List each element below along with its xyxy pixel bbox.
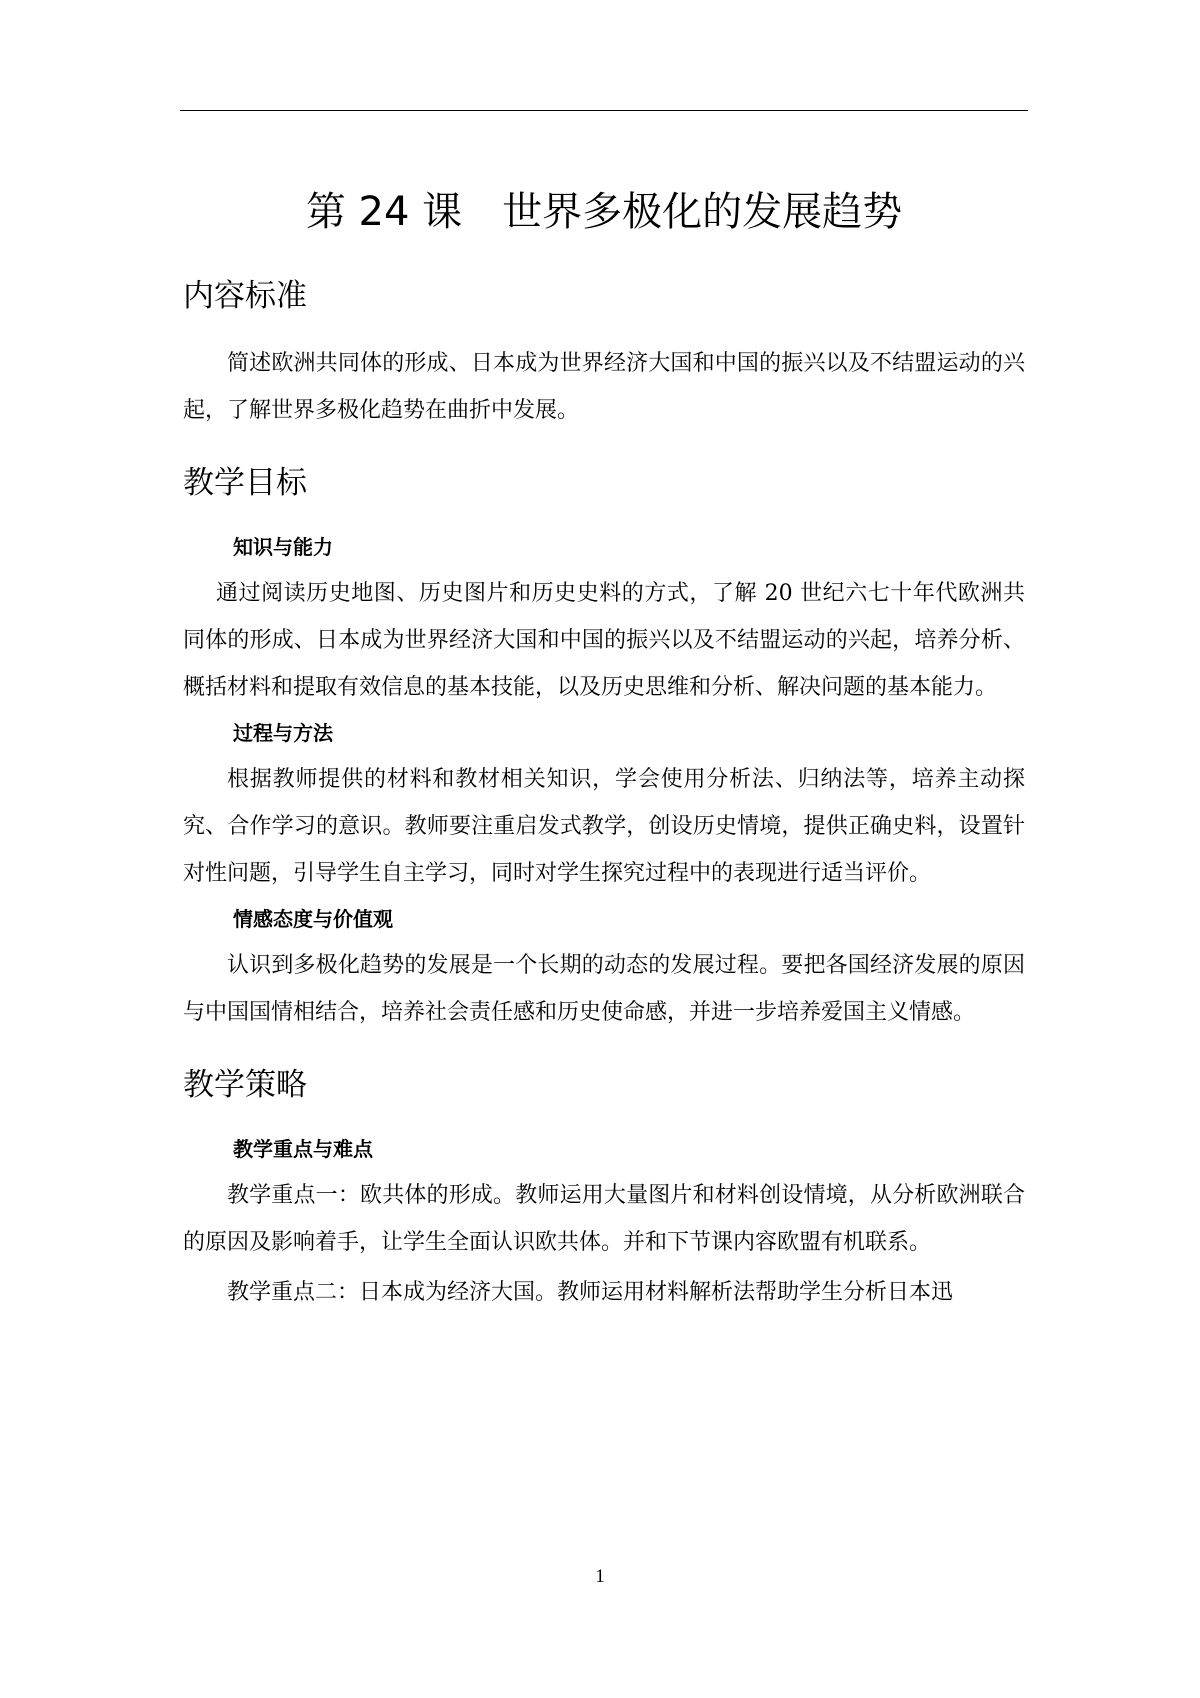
paragraph: 简述欧洲共同体的形成、日本成为世界经济大国和中国的振兴以及不结盟运动的兴起，了解世界多极化趋势在曲折中发展。: [183, 351, 1025, 423]
subheading-emotion-values: 情感态度与价值观: [233, 907, 393, 931]
paragraph: 教学重点一：欧共体的形成。教师运用大量图片和材料创设情境，从分析欧洲联合的原因及影响着手，让学生全面认识欧共体。并和下节课内容欧盟有机联系。: [183, 1183, 1025, 1255]
document-title: 第 24 课 世界多极化的发展趋势: [305, 189, 903, 235]
subheading-process-method: 过程与方法: [233, 721, 333, 745]
section-heading-teaching-goals: 教学目标: [183, 465, 307, 501]
paragraph: 认识到多极化趋势的发展是一个长期的动态的发展过程。要把各国经济发展的原因与中国国情相结合，培养社会责任感和历史使命感，并进一步培养爱国主义情感。: [183, 953, 1025, 1025]
paragraph: 根据教师提供的材料和教材相关知识，学会使用分析法、归纳法等，培养主动探究、合作学习的意识。教师要注重启发式教学，创设历史情境，提供正确史料，设置针对性问题，引导学生自主学习，同时对学生探究过程中的表现进行适当评价。: [183, 767, 1025, 886]
document-content: [183, 182, 1025, 1316]
page-number: 1: [595, 1566, 605, 1587]
section-heading-teaching-strategy: 教学策略: [183, 1067, 307, 1103]
paragraph: 通过阅读历史地图、历史图片和历史史料的方式，了解 20 世纪六七十年代欧洲共同体的形成、日本成为世界经济大国和中国的振兴以及不结盟运动的兴起，培养分析、概括材料和提取有效信息的基本技能，以及历史思维和分析、解决问题的基本能力。: [183, 581, 1025, 700]
section-heading-content-standard: 内容标准: [183, 278, 307, 314]
subheading-key-points-difficulties: 教学重点与难点: [233, 1137, 373, 1161]
subheading-knowledge-ability: 知识与能力: [233, 535, 333, 559]
header-rule: [180, 110, 1028, 111]
paragraph: 教学重点二：日本成为经济大国。教师运用材料解析法帮助学生分析日本迅: [227, 1280, 954, 1305]
